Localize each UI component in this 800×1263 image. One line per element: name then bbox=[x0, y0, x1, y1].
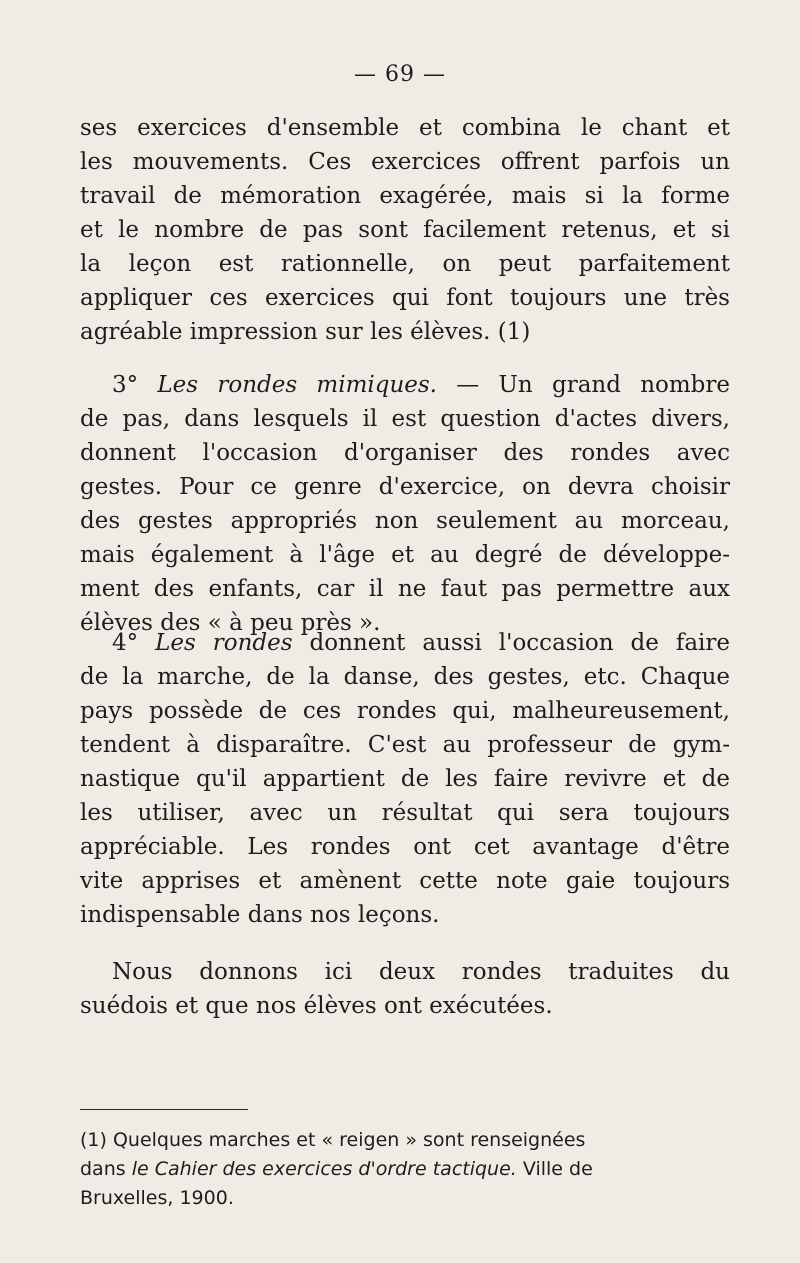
text-line: indispensable dans nos leçons. bbox=[80, 902, 440, 928]
text-line: agréable impression sur les élèves. (1) bbox=[80, 319, 531, 345]
text-line: donnent l'occasion d'organiser des rondes avec bbox=[80, 440, 730, 466]
text-fragment: Ville de bbox=[522, 1158, 593, 1180]
paragraph-3 bbox=[80, 626, 730, 932]
paragraph-1 bbox=[80, 111, 730, 349]
section-first-line bbox=[80, 368, 730, 402]
text-line: les utiliser, avec un résultat qui sera toujours bbox=[80, 800, 730, 826]
page-number: — 69 — bbox=[354, 62, 446, 87]
section-number: 4° bbox=[112, 630, 139, 656]
text-line: tendent à disparaître. C'est au professeur de gym- bbox=[80, 732, 730, 758]
text-line: travail de mémoration exagérée, mais si la forme bbox=[80, 183, 730, 209]
text-line: suédois et que nos élèves ont exécutées. bbox=[80, 993, 553, 1019]
footnote bbox=[80, 1126, 730, 1213]
text-line: et le nombre de pas sont facilement retenus, et si bbox=[80, 217, 730, 243]
text-line: gestes. Pour ce genre d'exercice, on devra choisir bbox=[80, 474, 730, 500]
text-line: pays possède de ces rondes qui, malheureusement, bbox=[80, 698, 730, 724]
paragraph-2 bbox=[80, 368, 730, 640]
footnote-title: le Cahier des exercices d'ordre tactique. bbox=[131, 1158, 517, 1180]
text-line: les mouvements. Ces exercices offrent parfois un bbox=[80, 149, 730, 175]
text-line: ses exercices d'ensemble et combina le chant et bbox=[80, 115, 730, 141]
text-line: des gestes appropriés non seulement au morceau, bbox=[80, 508, 730, 534]
text-fragment: — Un grand nombre bbox=[456, 372, 730, 398]
text-line: appliquer ces exercices qui font toujours une très bbox=[80, 285, 730, 311]
footnote-rule bbox=[80, 1109, 248, 1110]
text-line: Nous donnons ici deux rondes traduites du bbox=[112, 959, 730, 985]
text-line: de pas, dans lesquels il est question d'actes divers, bbox=[80, 406, 730, 432]
section-number: 3° bbox=[112, 372, 139, 398]
text-line: la leçon est rationnelle, on peut parfaitement bbox=[80, 251, 730, 277]
footnote-line: (1) Quelques marches et « reigen » sont renseignées bbox=[80, 1129, 586, 1151]
footnote-line bbox=[80, 1155, 730, 1184]
text-line: vite apprises et amènent cette note gaie toujours bbox=[80, 868, 730, 894]
text-fragment: dans bbox=[80, 1158, 126, 1180]
section-heading: Les rondes bbox=[155, 630, 293, 656]
text-line: mais également à l'âge et au degré de développe- bbox=[80, 542, 730, 568]
text-line: de la marche, de la danse, des gestes, etc. Chaque bbox=[80, 664, 730, 690]
text-line: ment des enfants, car il ne faut pas permettre aux bbox=[80, 576, 730, 602]
text-line: élèves des « à peu près ». bbox=[80, 610, 381, 636]
text-line: nastique qu'il appartient de les faire revivre et de bbox=[80, 766, 730, 792]
section-first-line bbox=[80, 626, 730, 660]
footnote-line: Bruxelles, 1900. bbox=[80, 1187, 234, 1209]
section-heading: Les rondes mimiques. bbox=[157, 372, 437, 398]
text-fragment: donnent aussi l'occasion de faire bbox=[309, 630, 731, 656]
paragraph-4 bbox=[80, 955, 730, 1023]
text-line: appréciable. Les rondes ont cet avantage d'être bbox=[80, 834, 730, 860]
